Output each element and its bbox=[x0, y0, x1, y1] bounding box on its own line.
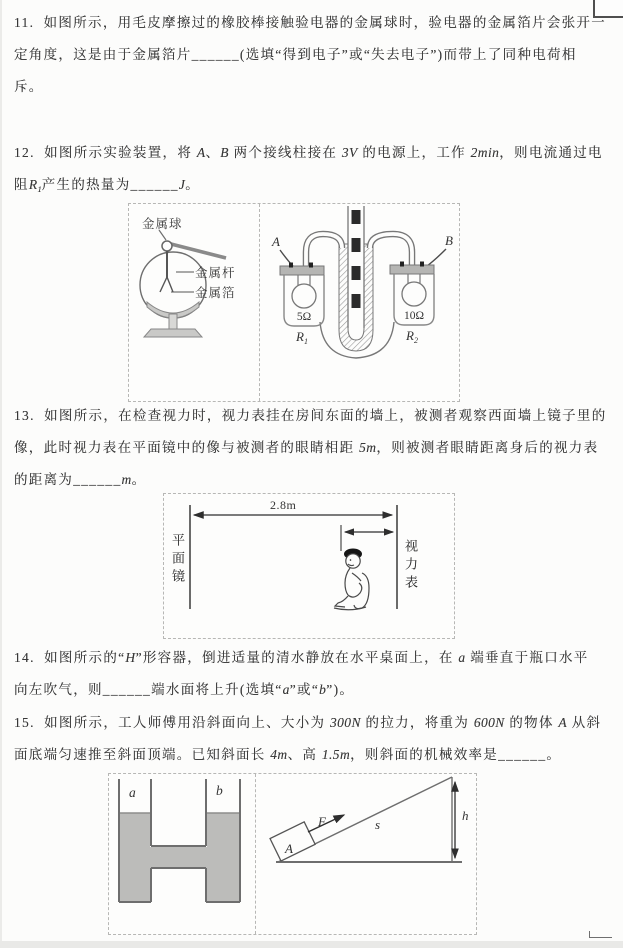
page-bottom-edge bbox=[0, 941, 623, 948]
right-flask-post-1 bbox=[400, 262, 404, 267]
metal-foil-label: 金属箔 bbox=[195, 286, 236, 300]
right-resistor-coil bbox=[402, 282, 426, 306]
stand-stem bbox=[169, 314, 177, 329]
r1-value-label: 5Ω bbox=[296, 311, 312, 323]
ball-pointer-line bbox=[159, 230, 166, 240]
figure-q15-panel bbox=[256, 774, 476, 934]
left-resistor-coil bbox=[292, 284, 316, 308]
water-fill bbox=[120, 813, 239, 901]
seated-person-figure bbox=[334, 549, 369, 610]
right-connector-tube-inner bbox=[370, 234, 412, 267]
r2-name-label: $R_2$ bbox=[406, 328, 418, 345]
question-11-line-2: 定角度，这是由于金属箔片______(选填“得到电子”或“失去电子”)而带上了同种电荷相 bbox=[14, 47, 577, 62]
height-label: h bbox=[462, 808, 469, 823]
chart-label: 视力表 bbox=[403, 539, 418, 593]
question-13 bbox=[14, 400, 616, 496]
question-15-line-2: 面底端匀速推至斜面顶端。已知斜面长 4m、高 1.5m，则斜面的机械效率是______。 bbox=[14, 747, 562, 762]
page-corner-mark bbox=[589, 931, 612, 938]
opening-a-label: a bbox=[129, 785, 136, 800]
question-15 bbox=[14, 707, 616, 771]
question-11 bbox=[14, 7, 616, 103]
question-13-line-3: 的距离为______m。 bbox=[14, 472, 147, 487]
question-15-line-1: 15. 如图所示，工人师傅用沿斜面向上、大小为 300N 的拉力，将重为 600N 的物体 A 从斜 bbox=[14, 715, 602, 730]
figure-q12-left-panel bbox=[129, 204, 260, 401]
column-scale-stripes bbox=[352, 210, 361, 308]
electroscope-figure bbox=[129, 204, 257, 397]
right-flask-post-2 bbox=[420, 262, 424, 267]
r1-name-label: $R_1$ bbox=[296, 329, 308, 346]
left-flask-post-1 bbox=[289, 263, 293, 268]
metal-rod-label: 金属杆 bbox=[195, 266, 236, 280]
question-12-line-2: 阻$R_1$产生的热量为______J。 bbox=[14, 177, 201, 194]
question-13-line-2: 像，此时视力表在平面镜中的像与被测者的眼睛相距 5m，则被测者眼睛距离身后的视力表 bbox=[14, 440, 599, 455]
metal-ball bbox=[162, 241, 172, 251]
slope-length-label: s bbox=[375, 817, 381, 832]
question-14-line-1: 14. 如图所示的“H”形容器，倒进适量的清水静放在水平桌面上，在 a 端垂直于瓶口水平 bbox=[14, 650, 589, 665]
force-arrow bbox=[308, 815, 344, 832]
block-a-label: A bbox=[285, 841, 293, 856]
mirror-label: 平面镜 bbox=[170, 533, 185, 587]
rubber-rod bbox=[171, 244, 226, 258]
terminal-b-label: B bbox=[445, 233, 453, 248]
r2-value-label: 10Ω bbox=[403, 310, 425, 322]
stand-base bbox=[144, 329, 202, 337]
question-14 bbox=[14, 642, 616, 706]
question-13-line-1: 13. 如图所示，在检查视力时，视力表挂在房间东面的墙上，被测者观察西面墙上镜子里的 bbox=[14, 408, 607, 423]
wire-b bbox=[427, 249, 446, 266]
inclined-plane-figure bbox=[256, 774, 475, 932]
question-12-line-1: 12. 如图所示实验装置，将 A、B 两个接线柱接在 3V 的电源上，工作 2min，则电流通过电 bbox=[14, 145, 603, 160]
opening-b-label: b bbox=[216, 783, 223, 798]
joule-heating-apparatus-figure bbox=[260, 204, 458, 397]
figure-q13 bbox=[163, 493, 455, 639]
right-flask-lid bbox=[390, 265, 434, 274]
question-11-line-1: 11. 如图所示，用毛皮摩擦过的橡胶棒接触验电器的金属球时，验电器的金属箔片会张开一 bbox=[14, 15, 607, 30]
figure-q14-panel bbox=[109, 774, 256, 934]
distance-label: 2.8m bbox=[270, 498, 297, 512]
foil-leaf-left bbox=[160, 277, 167, 292]
question-14-line-2: 向左吹气，则______端水面将上升(选填“a”或“b”)。 bbox=[14, 682, 355, 697]
left-flask-post-2 bbox=[309, 263, 313, 268]
figure-q14-q15 bbox=[108, 773, 477, 935]
foil-leaf-right bbox=[167, 277, 173, 292]
page-left-edge bbox=[0, 0, 2, 948]
figure-q12-right-panel bbox=[260, 204, 459, 401]
terminal-a-label: A bbox=[272, 234, 280, 249]
left-flask-lid bbox=[280, 266, 324, 275]
force-label: F bbox=[318, 814, 326, 829]
h-container-figure bbox=[109, 774, 253, 932]
figure-q12 bbox=[128, 203, 460, 402]
question-11-line-3: 斥。 bbox=[14, 79, 44, 94]
metal-ball-label: 金属球 bbox=[142, 217, 183, 231]
question-12 bbox=[14, 137, 616, 205]
